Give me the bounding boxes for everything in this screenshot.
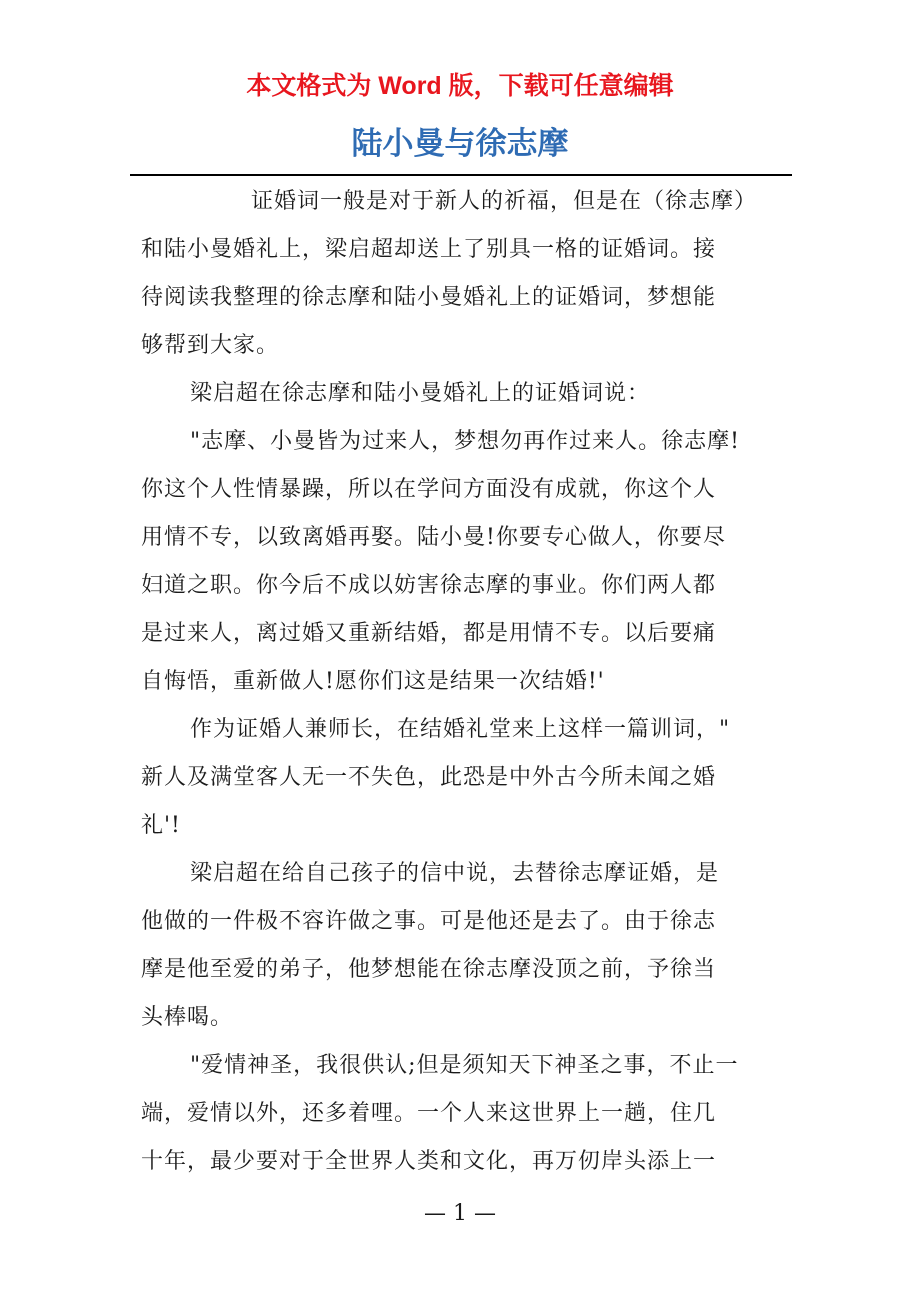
text-line: 自悔悟，重新做人!愿你们这是结果一次结婚!' [141, 669, 605, 694]
text-line: 头棒喝。 [141, 1005, 234, 1030]
text-line: 待阅读我整理的徐志摩和陆小曼婚礼上的证婚词，梦想能 [141, 285, 717, 310]
format-notice-banner: 本文格式为 Word 版，下载可任意编辑 [246, 72, 674, 100]
title-divider [130, 174, 792, 176]
paragraph [141, 706, 781, 850]
text-line: 十年，最少要对于全世界人类和文化，再万仞岸头添上一 [141, 1149, 717, 1174]
text-line: "志摩、小曼皆为过来人，梦想勿再作过来人。徐志摩! [190, 429, 740, 454]
paragraph [141, 178, 781, 370]
text-line: 妇道之职。你今后不成以妨害徐志摩的事业。你们两人都 [141, 573, 717, 598]
text-line: 梁启超在徐志摩和陆小曼婚礼上的证婚词说： [190, 381, 651, 406]
text-line: 他做的一件极不容许做之事。可是他还是去了。由于徐志 [141, 909, 717, 934]
text-line: 和陆小曼婚礼上，梁启超却送上了别具一格的证婚词。接 [141, 237, 717, 262]
paragraph [141, 1042, 781, 1186]
text-line: 端，爱情以外，还多着哩。一个人来这世界上一趟，住几 [141, 1101, 717, 1126]
text-line: "爱情神圣，我很供认;但是须知天下神圣之事，不止一 [190, 1053, 739, 1078]
page-title: 陆小曼与徐志摩 [351, 126, 569, 161]
text-line: 摩是他至爱的弟子，他梦想能在徐志摩没顶之前，予徐当 [141, 957, 717, 982]
document-body [141, 178, 781, 1186]
paragraph [141, 418, 781, 706]
text-line: 梁启超在给自己孩子的信中说，去替徐志摩证婚，是 [190, 861, 720, 886]
text-line: 证婚词一般是对于新人的祈福，但是在（徐志摩） [251, 189, 758, 214]
text-line: 够帮到大家。 [141, 333, 280, 358]
paragraph [141, 850, 781, 1042]
text-line: 作为证婚人兼师长，在结婚礼堂来上这样一篇训词，" [190, 717, 731, 742]
page-number: — 1 — [424, 1201, 496, 1226]
text-line: 用情不专，以致离婚再娶。陆小曼!你要专心做人，你要尽 [141, 525, 726, 550]
text-line: 是过来人，离过婚又重新结婚，都是用情不专。以后要痛 [141, 621, 717, 646]
text-line: 新人及满堂客人无一不失色，此恐是中外古今所未闻之婚 [141, 765, 717, 790]
paragraph [141, 370, 781, 418]
text-line: 礼'! [141, 813, 181, 838]
text-line: 你这个人性情暴躁，所以在学问方面没有成就，你这个人 [141, 477, 717, 502]
